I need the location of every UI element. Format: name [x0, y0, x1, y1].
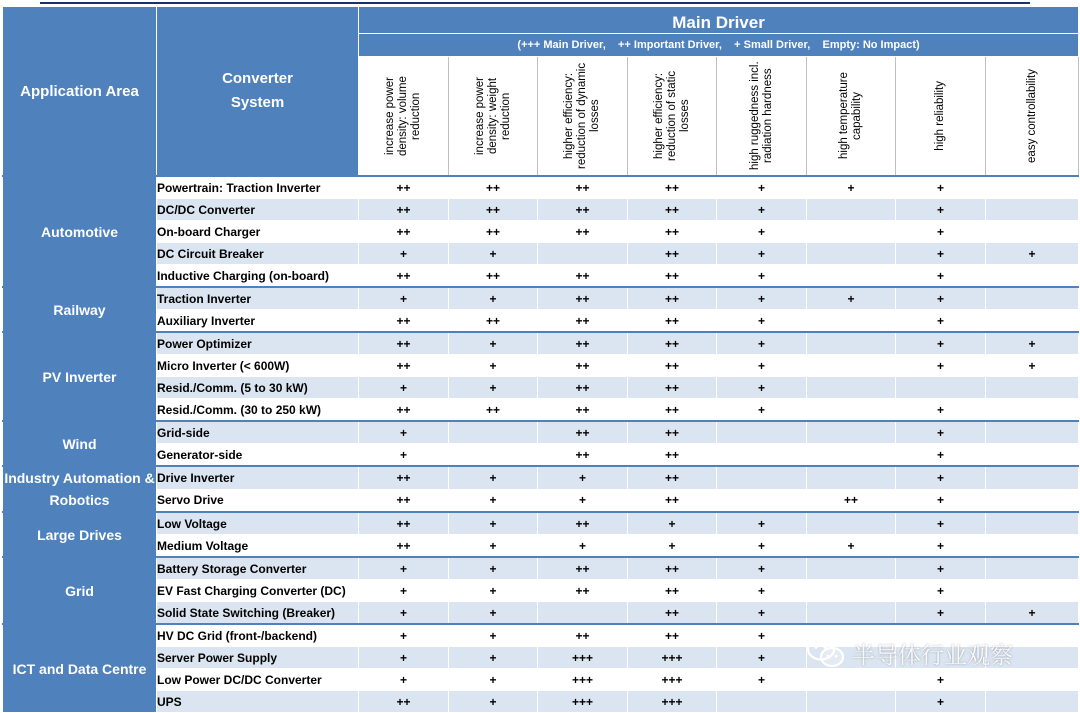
driver-value-cell: + [896, 444, 986, 467]
driver-value-cell: + [717, 647, 807, 669]
driver-value-cell: + [896, 489, 986, 512]
driver-value-cell: ++ [628, 221, 717, 243]
application-area-cell: Grid [3, 557, 157, 624]
driver-header-5 [717, 57, 807, 177]
driver-value-cell [807, 265, 896, 288]
driver-value-cell [807, 199, 896, 221]
converter-system-cell: Low Voltage [157, 512, 359, 535]
driver-value-cell: ++ [628, 557, 717, 580]
driver-value-cell: + [896, 243, 986, 265]
driver-value-cell [449, 444, 538, 467]
driver-value-cell: + [717, 399, 807, 422]
driver-value-cell: ++ [538, 287, 628, 310]
driver-value-cell [807, 332, 896, 355]
table-row [3, 557, 1079, 580]
driver-value-cell: ++ [628, 265, 717, 288]
table-row [3, 265, 1079, 288]
converter-system-cell: UPS [157, 691, 359, 713]
driver-value-cell: + [896, 669, 986, 691]
driver-value-cell: + [896, 691, 986, 713]
driver-header-label: higher efficiency: reduction of static losses [652, 70, 691, 162]
driver-value-cell: ++ [449, 176, 538, 199]
driver-value-cell: + [896, 421, 986, 444]
watermark-text: 半导体行业观察 [852, 642, 1013, 669]
driver-value-cell: ++ [538, 355, 628, 377]
driver-value-cell: ++ [538, 310, 628, 333]
driver-value-cell [538, 243, 628, 265]
driver-value-cell: + [717, 377, 807, 399]
driver-value-cell: + [896, 602, 986, 625]
driver-value-cell: + [986, 602, 1079, 625]
matrix-body [3, 176, 1079, 713]
driver-value-cell: + [538, 535, 628, 558]
converter-system-cell: Power Optimizer [157, 332, 359, 355]
driver-value-cell: ++ [359, 466, 449, 489]
converter-system-cell: Solid State Switching (Breaker) [157, 602, 359, 625]
driver-value-cell: ++ [628, 580, 717, 602]
driver-value-cell: ++ [628, 624, 717, 647]
driver-value-cell: ++ [449, 310, 538, 333]
driver-value-cell: + [896, 310, 986, 333]
driver-value-cell: + [449, 332, 538, 355]
driver-value-cell [807, 602, 896, 625]
driver-value-cell: ++ [538, 399, 628, 422]
table-row [3, 243, 1079, 265]
driver-value-cell: + [896, 221, 986, 243]
driver-value-cell: + [359, 624, 449, 647]
main-driver-title: Main Driver [359, 7, 1079, 34]
table-row [3, 580, 1079, 602]
driver-value-cell [807, 669, 896, 691]
driver-value-cell [986, 265, 1079, 288]
driver-value-cell: + [896, 580, 986, 602]
driver-value-cell: + [986, 355, 1079, 377]
converter-system-cell: On-board Charger [157, 221, 359, 243]
table-row [3, 287, 1079, 310]
application-area-cell: Automotive [3, 176, 157, 287]
driver-value-cell [807, 355, 896, 377]
driver-value-cell [986, 287, 1079, 310]
driver-header-8 [986, 57, 1079, 177]
driver-value-cell: ++ [628, 332, 717, 355]
driver-value-cell [807, 421, 896, 444]
driver-value-cell: + [359, 444, 449, 467]
driver-value-cell: ++ [449, 221, 538, 243]
driver-header-1 [359, 57, 449, 177]
driver-value-cell: + [359, 377, 449, 399]
driver-value-cell: + [449, 377, 538, 399]
driver-value-cell: + [717, 287, 807, 310]
driver-value-cell: + [717, 669, 807, 691]
driver-header-label: high ruggedness incl. radiation hardness [748, 61, 774, 171]
driver-value-cell: + [717, 265, 807, 288]
driver-value-cell [807, 377, 896, 399]
driver-value-cell [807, 444, 896, 467]
table-row [3, 399, 1079, 422]
driver-value-cell: ++ [538, 221, 628, 243]
driver-header-4 [628, 57, 717, 177]
converter-system-cell: Generator-side [157, 444, 359, 467]
driver-value-cell: ++ [359, 355, 449, 377]
driver-value-cell [986, 557, 1079, 580]
driver-value-cell: + [807, 287, 896, 310]
driver-value-cell: + [359, 287, 449, 310]
driver-value-cell [986, 669, 1079, 691]
driver-value-cell [986, 535, 1079, 558]
driver-value-cell: + [538, 466, 628, 489]
converter-system-cell: HV DC Grid (front-/backend) [157, 624, 359, 647]
driver-value-cell: + [717, 176, 807, 199]
driver-value-cell: + [449, 624, 538, 647]
driver-value-cell: + [717, 624, 807, 647]
driver-value-cell: + [449, 580, 538, 602]
table-row [3, 489, 1079, 512]
driver-header-7 [896, 57, 986, 177]
converter-system-cell: Powertrain: Traction Inverter [157, 176, 359, 199]
driver-value-cell: ++ [628, 421, 717, 444]
driver-value-cell [986, 512, 1079, 535]
driver-value-cell: + [449, 287, 538, 310]
driver-value-cell: +++ [538, 669, 628, 691]
driver-value-cell: ++ [538, 377, 628, 399]
driver-value-cell: + [449, 535, 538, 558]
driver-value-cell: ++ [628, 444, 717, 467]
driver-value-cell: + [359, 602, 449, 625]
table-row [3, 669, 1079, 691]
driver-value-cell: + [896, 535, 986, 558]
driver-value-cell: ++ [359, 221, 449, 243]
application-area-cell: Industry Automation & Robotics [3, 466, 157, 512]
converter-system-cell: Medium Voltage [157, 535, 359, 558]
driver-value-cell [717, 691, 807, 713]
driver-header-wrap [359, 57, 448, 175]
driver-value-cell [986, 580, 1079, 602]
driver-value-cell: ++ [449, 199, 538, 221]
table-row [3, 421, 1079, 444]
driver-value-cell: ++ [538, 624, 628, 647]
driver-value-cell: + [807, 535, 896, 558]
driver-value-cell: ++ [628, 602, 717, 625]
application-area-cell: Railway [3, 287, 157, 332]
driver-value-cell: + [628, 535, 717, 558]
driver-value-cell: + [896, 176, 986, 199]
driver-value-cell: + [717, 243, 807, 265]
driver-value-cell: + [449, 691, 538, 713]
driver-header-label: high reliability [934, 81, 946, 151]
driver-value-cell [717, 444, 807, 467]
table-row [3, 535, 1079, 558]
driver-value-cell: + [449, 355, 538, 377]
driver-value-cell: + [449, 243, 538, 265]
converter-system-cell: Low Power DC/DC Converter [157, 669, 359, 691]
driver-header-wrap [717, 57, 806, 175]
driver-value-cell: +++ [538, 691, 628, 713]
driver-value-cell: + [896, 512, 986, 535]
table-row [3, 199, 1079, 221]
driver-value-cell: + [896, 287, 986, 310]
table-row [3, 691, 1079, 713]
driver-value-cell: ++ [359, 310, 449, 333]
converter-system-cell: Battery Storage Converter [157, 557, 359, 580]
driver-value-cell: ++ [628, 243, 717, 265]
driver-value-cell [807, 310, 896, 333]
driver-value-cell: ++ [628, 377, 717, 399]
driver-value-cell: + [449, 512, 538, 535]
driver-value-cell [986, 221, 1079, 243]
driver-header-6 [807, 57, 896, 177]
driver-value-cell: + [717, 512, 807, 535]
driver-value-cell: + [449, 557, 538, 580]
driver-header-label: high temperature capability [838, 72, 863, 160]
table-row [3, 176, 1079, 199]
driver-value-cell: + [449, 647, 538, 669]
driver-value-cell [807, 243, 896, 265]
driver-value-cell: ++ [449, 399, 538, 422]
driver-value-cell [807, 557, 896, 580]
table-row [3, 221, 1079, 243]
driver-value-cell: + [896, 332, 986, 355]
driver-value-cell [807, 466, 896, 489]
driver-value-cell: + [359, 421, 449, 444]
driver-value-cell [807, 691, 896, 713]
table-row [3, 310, 1079, 333]
driver-value-cell [807, 221, 896, 243]
application-area-cell: Wind [3, 421, 157, 466]
driver-value-cell: + [717, 355, 807, 377]
driver-value-cell: + [717, 535, 807, 558]
driver-value-cell: ++ [538, 444, 628, 467]
table-row [3, 332, 1079, 355]
driver-value-cell: + [896, 355, 986, 377]
converter-system-cell: Micro Inverter (< 600W) [157, 355, 359, 377]
converter-system-cell: DC/DC Converter [157, 199, 359, 221]
driver-value-cell: ++ [628, 489, 717, 512]
converter-system-cell: Traction Inverter [157, 287, 359, 310]
driver-header-wrap [986, 57, 1078, 175]
driver-value-cell: +++ [628, 647, 717, 669]
driver-header-label: increase power density: volume reduction [384, 76, 422, 156]
driver-value-cell: ++ [538, 512, 628, 535]
driver-value-cell [986, 176, 1079, 199]
driver-value-cell [807, 580, 896, 602]
application-area-cell: PV Inverter [3, 332, 157, 421]
converter-system-cell: Resid./Comm. (30 to 250 kW) [157, 399, 359, 422]
application-area-cell: Large Drives [3, 512, 157, 557]
driver-header-wrap [449, 57, 537, 175]
driver-header-wrap [807, 57, 895, 175]
driver-value-cell: ++ [359, 489, 449, 512]
driver-value-cell: ++ [359, 265, 449, 288]
driver-value-cell: +++ [538, 647, 628, 669]
driver-value-cell: ++ [359, 691, 449, 713]
driver-value-cell: + [807, 176, 896, 199]
driver-value-cell: ++ [359, 332, 449, 355]
application-area-cell: ICT and Data Centre [3, 624, 157, 713]
driver-value-cell: + [896, 199, 986, 221]
driver-value-cell: ++ [538, 580, 628, 602]
converter-system-cell: EV Fast Charging Converter (DC) [157, 580, 359, 602]
driver-value-cell: ++ [538, 421, 628, 444]
driver-value-cell [538, 602, 628, 625]
driver-value-cell [986, 444, 1079, 467]
driver-value-cell [807, 512, 896, 535]
converter-system-label: Converter System [222, 70, 293, 111]
table-row [3, 512, 1079, 535]
driver-value-cell: ++ [807, 489, 896, 512]
driver-value-cell: + [538, 489, 628, 512]
driver-value-cell [986, 377, 1079, 399]
driver-header-label: increase power density: weight reduction [473, 77, 512, 155]
driver-value-cell: ++ [449, 265, 538, 288]
driver-value-cell: + [449, 669, 538, 691]
converter-system-cell: Drive Inverter [157, 466, 359, 489]
driver-value-cell: ++ [628, 176, 717, 199]
driver-value-cell: + [717, 310, 807, 333]
driver-value-cell [717, 421, 807, 444]
driver-value-cell [986, 466, 1079, 489]
driver-header-wrap [538, 57, 627, 175]
driver-value-cell [986, 199, 1079, 221]
converter-system-cell: Grid-side [157, 421, 359, 444]
converter-system-header [157, 7, 359, 177]
driver-value-cell: ++ [359, 535, 449, 558]
driver-value-cell: + [359, 647, 449, 669]
driver-value-cell: + [717, 580, 807, 602]
driver-value-cell [807, 399, 896, 422]
driver-value-cell: + [359, 243, 449, 265]
driver-value-cell: ++ [628, 287, 717, 310]
driver-header-label: easy controllability [1025, 69, 1038, 163]
driver-value-cell: + [896, 466, 986, 489]
driver-header-2 [449, 57, 538, 177]
driver-value-cell: ++ [538, 557, 628, 580]
driver-value-cell [986, 421, 1079, 444]
driver-value-cell: ++ [628, 310, 717, 333]
driver-value-cell: +++ [628, 669, 717, 691]
driver-value-cell: +++ [628, 691, 717, 713]
driver-value-cell: + [717, 221, 807, 243]
driver-value-cell: + [717, 332, 807, 355]
converter-system-cell: Server Power Supply [157, 647, 359, 669]
driver-value-cell [986, 489, 1079, 512]
driver-header-3 [538, 57, 628, 177]
driver-value-cell: ++ [359, 176, 449, 199]
converter-system-cell: Servo Drive [157, 489, 359, 512]
driver-value-cell: + [896, 557, 986, 580]
driver-value-cell: + [717, 199, 807, 221]
converter-system-cell: Inductive Charging (on-board) [157, 265, 359, 288]
driver-value-cell: + [449, 602, 538, 625]
driver-value-cell: ++ [359, 399, 449, 422]
driver-value-cell [896, 377, 986, 399]
driver-value-cell [986, 399, 1079, 422]
driver-value-cell: + [628, 512, 717, 535]
driver-value-cell: + [986, 332, 1079, 355]
driver-header-wrap [896, 57, 985, 175]
wechat-icon [806, 636, 846, 670]
driver-value-cell: + [359, 557, 449, 580]
driver-value-cell: ++ [628, 355, 717, 377]
converter-system-cell: Auxiliary Inverter [157, 310, 359, 333]
driver-value-cell: + [449, 489, 538, 512]
main-driver-legend: (+++ Main Driver, ++ Important Driver, + Small Driver, Empty: No Impact) [359, 34, 1079, 57]
driver-value-cell: ++ [628, 466, 717, 489]
driver-value-cell [449, 421, 538, 444]
driver-value-cell: + [359, 669, 449, 691]
driver-value-cell [717, 466, 807, 489]
driver-value-cell: + [717, 602, 807, 625]
driver-value-cell: ++ [538, 332, 628, 355]
watermark [806, 636, 1013, 670]
driver-value-cell: ++ [628, 199, 717, 221]
driver-value-cell: ++ [538, 176, 628, 199]
driver-value-cell: ++ [538, 199, 628, 221]
driver-header-label: higher efficiency: reduction of dynamic losses [563, 62, 601, 170]
driver-value-cell: ++ [538, 265, 628, 288]
driver-value-cell: ++ [359, 199, 449, 221]
converter-system-cell: Resid./Comm. (5 to 30 kW) [157, 377, 359, 399]
driver-value-cell: + [717, 557, 807, 580]
table-row [3, 377, 1079, 399]
application-area-header: Application Area [3, 7, 157, 177]
driver-value-cell [986, 310, 1079, 333]
driver-value-cell: + [359, 580, 449, 602]
driver-value-cell: + [449, 466, 538, 489]
table-row [3, 602, 1079, 625]
driver-value-cell [986, 691, 1079, 713]
top-rule [40, 2, 1030, 4]
driver-value-cell [717, 489, 807, 512]
driver-value-cell: + [896, 399, 986, 422]
driver-header-wrap [628, 57, 716, 175]
driver-value-cell: + [986, 243, 1079, 265]
driver-matrix-table [2, 6, 1079, 713]
driver-value-cell: ++ [628, 399, 717, 422]
table-row [3, 355, 1079, 377]
converter-system-cell: DC Circuit Breaker [157, 243, 359, 265]
driver-value-cell: + [896, 265, 986, 288]
table-row [3, 466, 1079, 489]
driver-value-cell: ++ [359, 512, 449, 535]
table-row [3, 444, 1079, 467]
